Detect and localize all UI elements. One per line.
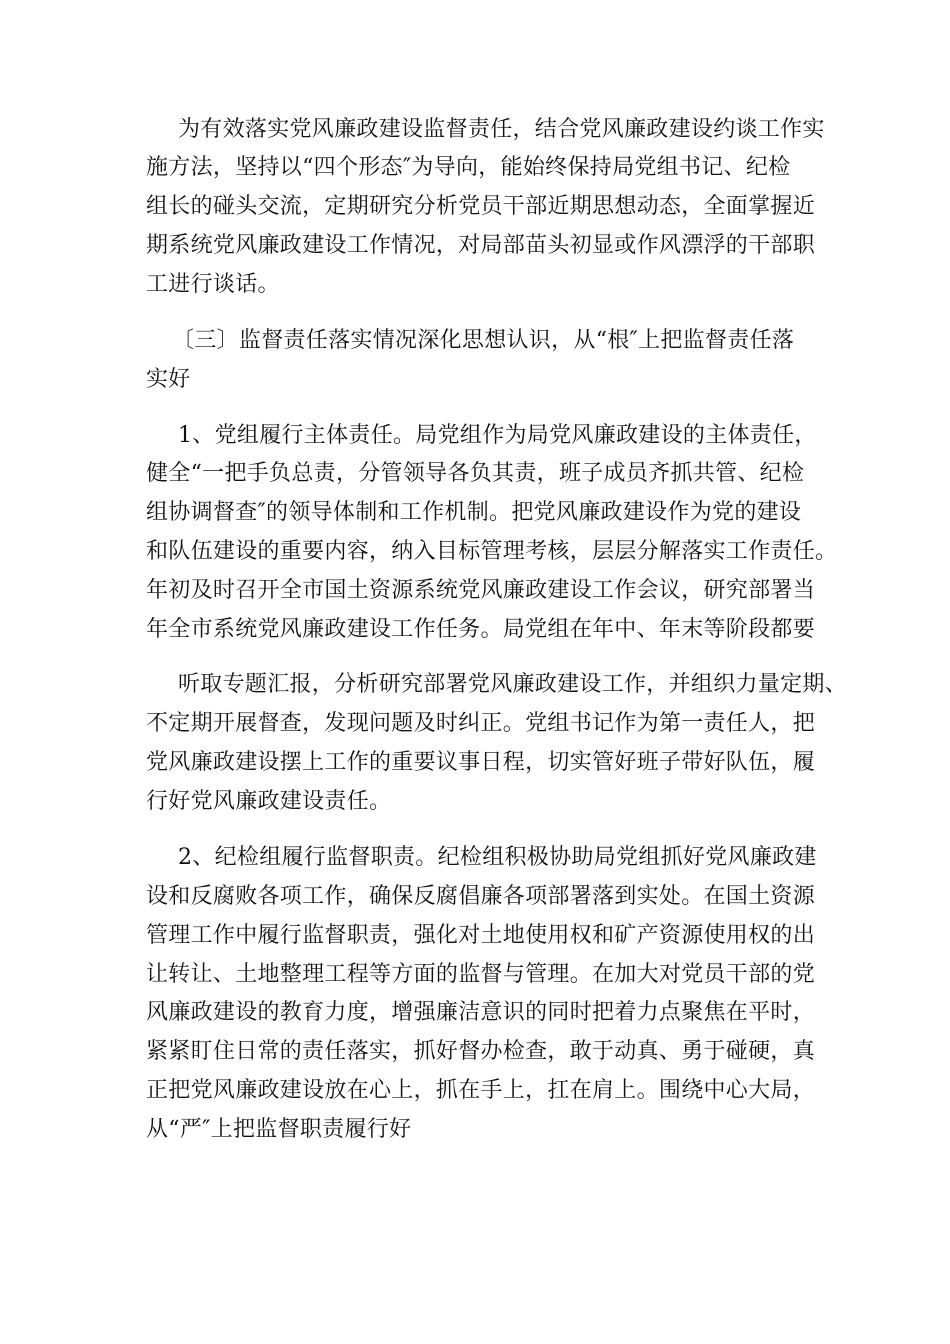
paragraph-4-line-1: 听取专题汇报，分析研究部署党风廉政建设工作，并组织力量定期、 [178,672,848,697]
paragraph-5-line-8: 从“严″上把监督职责履行好 [146,1117,412,1142]
paragraph-1-line-3: 组长的碰头交流，定期研究分析党员干部近期思想动态，全面掌握近 [146,194,816,219]
paragraph-5-line-3: 管理工作中履行监督职责，强化对土地使用权和矿产资源使用权的出 [146,923,816,948]
paragraph-3-line-4: 和队伍建设的重要内容，纳入目标管理考核，层层分解落实工作责任。 [146,539,838,564]
paragraph-5-line-2: 设和反腐败各项工作，确保反腐倡廉各项部署落到实处。在国土资源 [146,884,816,909]
paragraph-4-line-3: 党风廉政建设摆上工作的重要议事日程，切实管好班子带好队伍，履 [146,750,816,775]
paragraph-4-line-2: 不定期开展督查，发现问题及时纠正。党组书记作为第一责任人，把 [146,711,816,736]
paragraph-1-line-2: 施方法，坚持以“四个形态″为导向，能始终保持局党组书记、纪检 [146,155,791,180]
paragraph-3-line-3: 组协调督查″的领导体制和工作机制。把党风廉政建设作为党的建设 [146,500,802,525]
paragraph-5-line-7: 正把党风廉政建设放在心上，抓在手上，扛在肩上。围绕中心大局， [146,1078,816,1103]
section-heading-line-1: 〔三〕监督责任落实情况深化思想认识，从“根″上把监督责任落 [172,328,795,353]
paragraph-3-line-5: 年初及时召开全市国土资源系统党风廉政建设工作会议，研究部署当 [146,578,816,603]
paragraph-1-line-4: 期系统党风廉政建设工作情况，对局部苗头初显或作风漂浮的干部职 [146,233,816,258]
paragraph-5-line-5: 风廉政建设的教育力度，增强廉洁意识的同时把着力点聚焦在平时， [146,1000,816,1025]
paragraph-1-line-5: 工进行谈话。 [146,272,280,297]
paragraph-1-line-1: 为有效落实党风廉政建设监督责任，结合党风廉政建设约谈工作实 [178,117,825,142]
paragraph-3-line-2: 健全“一把手负总责，分管领导各负其责，班子成员齐抓共管、纪检 [146,461,805,486]
paragraph-5-line-4: 让转让、土地整理工程等方面的监督与管理。在加大对党员干部的党 [146,962,816,987]
paragraph-5-line-6: 紧紧盯住日常的责任落实，抓好督办检查，敢于动真、勇于碰硬，真 [146,1039,816,1064]
paragraph-4-line-4: 行好党风廉政建设责任。 [146,789,392,814]
paragraph-3-line-6: 年全市系统党风廉政建设工作任务。局党组在年中、年末等阶段都要 [146,617,816,642]
paragraph-3-line-1: 1、党组履行主体责任。局党组作为局党风廉政建设的主体责任， [178,423,817,448]
section-heading-line-2: 实好 [146,367,191,392]
paragraph-5-line-1: 2、纪检组履行监督职责。纪检组积极协助局党组抓好党风廉政建 [178,845,817,870]
